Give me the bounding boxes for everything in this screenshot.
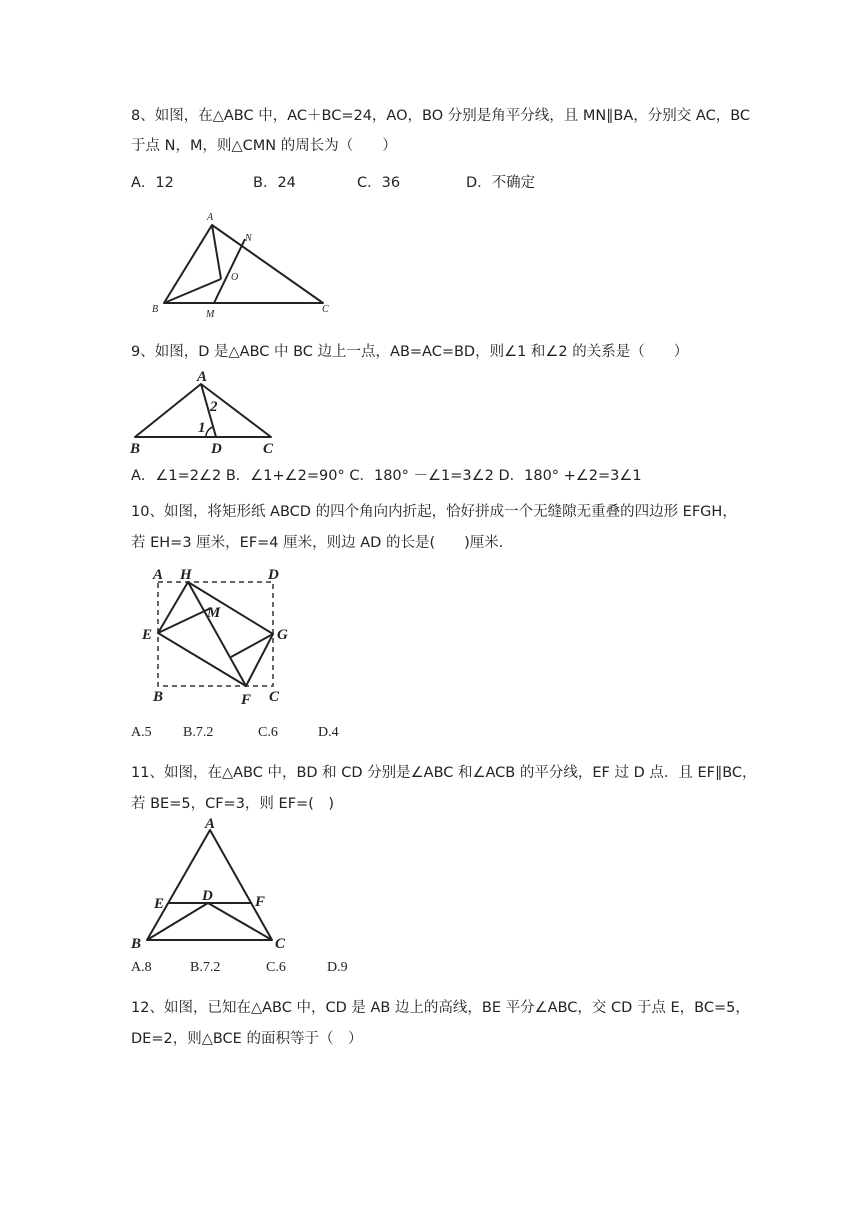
q9-label-a: A bbox=[197, 369, 208, 385]
q11-triangle-abc bbox=[147, 830, 272, 940]
q8-label-o: O bbox=[231, 272, 239, 283]
q10-option-c: C.6 bbox=[258, 725, 278, 740]
q8-segment-mn bbox=[214, 239, 245, 303]
q11-label-a: A bbox=[205, 816, 216, 832]
q10-label-d: D bbox=[268, 567, 279, 583]
q10-figure bbox=[138, 562, 298, 710]
q8-option-d: D．不确定 bbox=[466, 175, 536, 191]
q8-option-b: B．24 bbox=[253, 175, 296, 191]
q11-option-d: D.9 bbox=[327, 960, 348, 975]
q8-stem-line-1: 8、如图，在△ABC 中，AC＋BC=24，AO，BO 分别是角平分线，且 MN∥BA，分别交 AC，BC bbox=[131, 108, 751, 124]
q11-label-c: C bbox=[275, 936, 286, 952]
q11-stem-line-1: 11、如图，在△ABC 中，BD 和 CD 分别是∠ABC 和∠ACB 的平分线，EF 过 D 点．且 EF∥BC， bbox=[131, 765, 757, 781]
q8-label-c: C bbox=[322, 304, 329, 315]
q8-stem-line-2: 于点 N，M，则△CMN 的周长为（ ） bbox=[131, 138, 397, 154]
q11-figure bbox=[128, 812, 293, 954]
q10-option-b: B.7.2 bbox=[183, 725, 214, 740]
q8-segment-ao bbox=[212, 225, 221, 279]
q9-angle-1-arc bbox=[206, 427, 213, 437]
q11-label-e: E bbox=[154, 896, 165, 912]
q11-label-b: B bbox=[131, 936, 142, 952]
q9-label-d: D bbox=[211, 441, 222, 457]
q10-quad-efgh bbox=[158, 582, 273, 686]
q11-option-c: C.6 bbox=[266, 960, 286, 975]
q9-label-b: B bbox=[130, 441, 141, 457]
q10-label-a: A bbox=[153, 567, 164, 583]
q10-option-a: A.5 bbox=[131, 725, 152, 740]
q10-stem-line-1: 10、如图，将矩形纸 ABCD 的四个角向内折起，恰好拼成一个无缝隙无重叠的四边形 EFGH， bbox=[131, 504, 737, 520]
q10-label-b: B bbox=[153, 689, 164, 705]
q10-label-e: E bbox=[142, 627, 153, 643]
q11-option-b: B.7.2 bbox=[190, 960, 221, 975]
q9-label-1: 1 bbox=[198, 420, 206, 436]
q10-label-m: M bbox=[207, 605, 221, 621]
q11-stem-line-2: 若 BE=5，CF=3，则 EF=( ) bbox=[131, 796, 335, 812]
q10-diagonal-hf bbox=[188, 582, 246, 686]
q9-stem-line-1: 9、如图，D 是△ABC 中 BC 边上一点，AB=AC=BD，则∠1 和∠2 的关系是（ ） bbox=[131, 344, 689, 360]
q9-label-2: 2 bbox=[210, 399, 218, 415]
q8-triangle-abc bbox=[164, 225, 323, 303]
q8-option-c: C．36 bbox=[357, 175, 401, 191]
q8-label-n: N bbox=[245, 233, 252, 244]
q9-label-c: C bbox=[263, 441, 274, 457]
q10-option-d: D.4 bbox=[318, 725, 339, 740]
q9-figure bbox=[128, 365, 288, 457]
q8-label-b: B bbox=[152, 304, 159, 315]
q10-label-c: C bbox=[269, 689, 280, 705]
q8-figure bbox=[140, 200, 350, 325]
q8-option-a: A．12 bbox=[131, 175, 174, 191]
q8-label-a: A bbox=[207, 212, 214, 223]
q10-rectangle-abcd bbox=[158, 582, 273, 686]
q9-options: A．∠1=2∠2 B．∠1+∠2=90° C．180° －∠1=3∠2 D．180° +∠2=3∠1 bbox=[131, 468, 642, 484]
q11-label-d: D bbox=[202, 888, 213, 904]
q10-label-g: G bbox=[277, 627, 288, 643]
q12-stem-line-1: 12、如图，已知在△ABC 中，CD 是 AB 边上的高线，BE 平分∠ABC，交 CD 于点 E，BC=5， bbox=[131, 1000, 750, 1016]
q11-option-a: A.8 bbox=[131, 960, 152, 975]
q11-label-f: F bbox=[255, 894, 266, 910]
q10-label-h: H bbox=[180, 567, 192, 583]
q12-stem-line-2: DE=2，则△BCE 的面积等于（ ） bbox=[131, 1031, 363, 1047]
q8-label-m: M bbox=[206, 309, 215, 320]
q10-label-f: F bbox=[241, 692, 252, 708]
q10-stem-line-2: 若 EH=3 厘米，EF=4 厘米，则边 AD 的长是( )厘米. bbox=[131, 535, 504, 551]
